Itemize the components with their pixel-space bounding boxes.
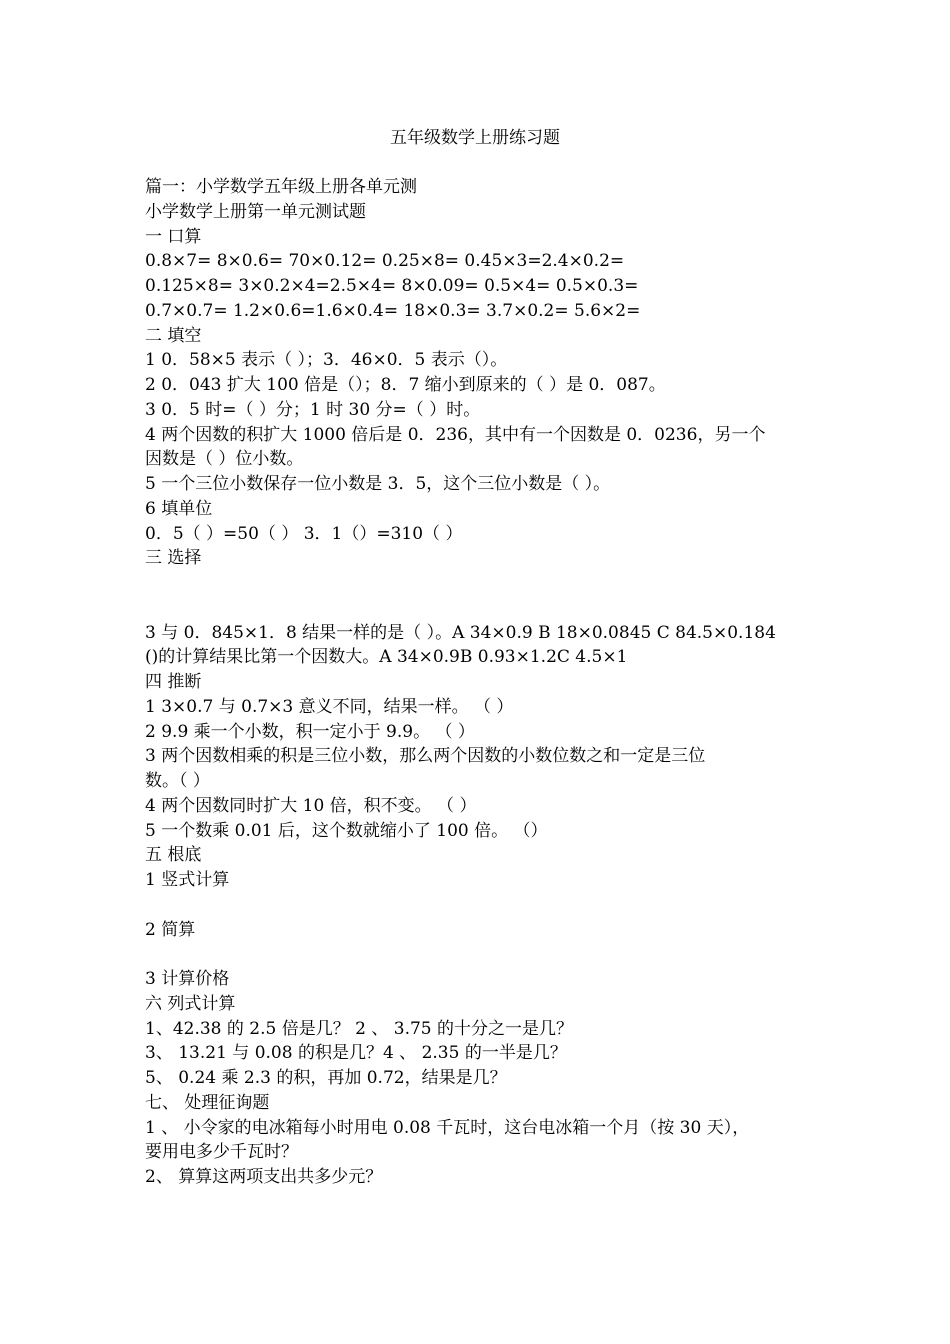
- expression-question: 5、 0.24 乘 2.3 的积，再加 0.72，结果是几？: [145, 1068, 507, 1088]
- judge-question: 4 两个因数同时扩大 10 倍，积不变。 （ ）: [145, 795, 477, 816]
- mental-math-row: 0.8×7= 8×0.6= 70×0.12= 0.25×8= 0.45×3=2.4×0.2=: [145, 251, 625, 272]
- fill-blank-question-cont: 因数是（ ）位小数。: [145, 449, 304, 470]
- part-heading-basics: 五 根底: [145, 845, 202, 866]
- basics-item: 2 简算: [145, 919, 196, 940]
- judge-question: 3 两个因数相乘的积是三位小数，那么两个因数的小数位数之和一定是三位: [145, 746, 706, 767]
- part-heading-fill-blank: 二 填空: [145, 325, 202, 346]
- expression-question: 3、 13.21 与 0.08 的积是几？4 、 2.35 的一半是几？: [145, 1043, 567, 1064]
- blank-space: [145, 942, 815, 967]
- fill-blank-question: 4 两个因数的积扩大 1000 倍后是 0．236，其中有一个因数是 0．0236，另一个: [145, 424, 766, 445]
- basics-item: 3 计算价格: [145, 969, 230, 989]
- part-heading-expressions: 六 列式计算: [145, 993, 236, 1014]
- judge-question-cont: 数。（ ）: [145, 771, 210, 791]
- unit-test-heading: 小学数学上册第一单元测试题: [145, 201, 366, 222]
- part-heading-choice: 三 选择: [145, 548, 202, 569]
- part-heading-word-problems: 七、 处理征询题: [145, 1092, 270, 1113]
- page-title: 五年级数学上册练习题: [390, 128, 560, 148]
- part-heading-mental-math: 一 口算: [145, 226, 202, 247]
- blank-space: [145, 893, 815, 918]
- fill-blank-question: 6 填单位: [145, 498, 213, 519]
- blank-space: [145, 571, 815, 621]
- document-body: [145, 175, 815, 1190]
- part-heading-judge: 四 推断: [145, 672, 202, 692]
- judge-question: 5 一个数乘 0.01 后，这个数就缩小了 100 倍。 （）: [145, 820, 548, 841]
- choice-question: ()的计算结果比第一个因数大。A 34×0.9B 0.93×1.2C 4.5×1: [145, 647, 628, 668]
- fill-blank-question: 3 0．5 时=（ ）分；1 时 30 分=（ ）时。: [145, 399, 481, 420]
- unit-fill-row: 0．5（ ）=50（ ） 3．1（）=310（ ）: [145, 523, 463, 544]
- word-problem: 1 、 小令家的电冰箱每小时用电 0.08 千瓦时，这台电冰箱一个月（按 30 天），: [145, 1117, 750, 1138]
- basics-item: 1 竖式计算: [145, 870, 230, 890]
- mental-math-row: 0.125×8= 3×0.2×4=2.5×4= 8×0.09= 0.5×4= 0.5×0.3=: [145, 276, 639, 296]
- fill-blank-question: 1 0．58×5 表示（ ）；3．46×0．5 表示（）。: [145, 350, 508, 371]
- expression-question: 1、42.38 的 2.5 倍是几？ 2 、 3.75 的十分之一是几？: [145, 1018, 574, 1039]
- choice-question: 3 与 0．845×1．8 结果一样的是（ ）。A 34×0.9 B 18×0.0845 C 84.5×0.184: [145, 622, 776, 643]
- judge-question: 1 3×0.7 与 0.7×3 意义不同，结果一样。 （ ）: [145, 696, 514, 717]
- fill-blank-question: 5 一个三位小数保存一位小数是 3．5，这个三位小数是（ ）。: [145, 474, 611, 494]
- section-heading: 篇一：小学数学五年级上册各单元测: [145, 177, 417, 197]
- judge-question: 2 9.9 乘一个小数，积一定小于 9.9。 （ ）: [145, 721, 475, 742]
- word-problem-cont: 要用电多少千瓦时？: [145, 1142, 298, 1163]
- mental-math-row: 0.7×0.7= 1.2×0.6=1.6×0.4= 18×0.3= 3.7×0.2= 5.6×2=: [145, 300, 641, 321]
- fill-blank-question: 2 0．043 扩大 100 倍是（）；8．7 缩小到原来的（ ）是 0．087。: [145, 375, 666, 395]
- word-problem: 2、 算算这两项支出共多少元？: [145, 1167, 383, 1187]
